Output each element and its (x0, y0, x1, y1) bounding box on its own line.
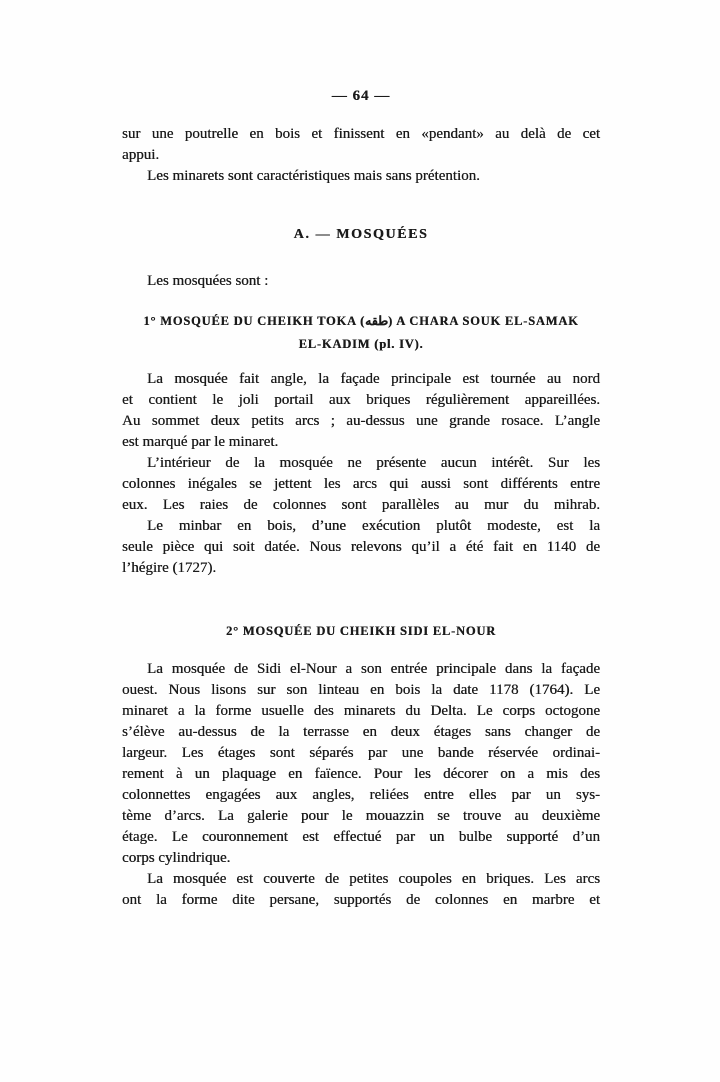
page-content (122, 124, 600, 911)
section-heading: A. — MOSQUÉES (293, 227, 429, 242)
text-line: ont la forme dite persane, supportés de colonnes en marbre et (122, 892, 600, 908)
paragraph (122, 453, 600, 516)
text-line: s’élève au-dessus de la terrasse en deux étages sans changer de (122, 724, 600, 740)
text-line: 1° MOSQUÉE DU CHEIKH TOKA (طقه) A CHARA SOUK EL-SAMAK (143, 314, 579, 328)
text-line: Le minbar en bois, d’une exécution plutôt modeste, est la (147, 518, 600, 534)
text-line: colonnettes engagées aux angles, reliées entre elles par un sys- (122, 787, 600, 803)
text-line: La mosquée est couverte de petites coupoles en briques. Les arcs (147, 871, 600, 887)
text-line: Au sommet deux petits arcs ; au-dessus une grande rosace. L’angle (122, 413, 600, 429)
mosque-subheading (122, 620, 600, 643)
mosque-subheading (122, 310, 600, 356)
text-line: tème d’arcs. La galerie pour le mouazzin se trouve au deuxième (122, 808, 600, 824)
text-line: Les mosquées sont : (147, 273, 269, 289)
text-line: et contient le joli portail aux briques régulièrement appareillées. (122, 392, 600, 408)
page-number: — 64 — (331, 88, 391, 104)
text-line: l’hégire (1727). (122, 560, 217, 576)
text-line: largeur. Les étages sont séparés par une bande réservée ordinai- (122, 745, 600, 761)
text-line: appui. (122, 147, 160, 163)
text-line: ouest. Nous lisons sur son linteau en bois la date 1178 (1764). Le (122, 682, 600, 698)
paragraph (122, 659, 600, 869)
paragraph (122, 166, 600, 187)
paragraph (122, 369, 600, 453)
paragraph (122, 124, 600, 166)
text-line: EL-KADIM (pl. IV). (298, 337, 424, 351)
text-line: 2° MOSQUÉE DU CHEIKH SIDI EL-NOUR (226, 624, 496, 638)
paragraph (122, 869, 600, 911)
text-column (122, 86, 600, 911)
text-line: La mosquée de Sidi el-Nour a son entrée principale dans la façade (147, 661, 600, 677)
text-line: est marqué par le minaret. (122, 434, 279, 450)
text-line: colonnes inégales se jettent les arcs qui aussi sont différents entre (122, 476, 600, 492)
text-line: eux. Les raies de colonnes sont parallèles au mur du mihrab. (122, 497, 600, 513)
paragraph (122, 516, 600, 579)
text-line: La mosquée fait angle, la façade principale est tournée au nord (147, 371, 600, 387)
text-line: Les minarets sont caractéristiques mais sans prétention. (147, 168, 480, 184)
text-line: corps cylindrique. (122, 850, 231, 866)
text-line: minaret a la forme usuelle des minarets du Delta. Le corps octogone (122, 703, 600, 719)
text-line: L’intérieur de la mosquée ne présente aucun intérêt. Sur les (147, 455, 600, 471)
text-line: sur une poutrelle en bois et finissent en «pendant» au delà de cet (122, 126, 600, 142)
text-line: rement à un plaquage en faïence. Pour les décorer on a mis des (122, 766, 600, 782)
text-line: étage. Le couronnement est effectué par un bulbe supporté d’un (122, 829, 600, 845)
paragraph (122, 271, 600, 292)
text-line: seule pièce qui soit datée. Nous relevons qu’il a été fait en 1140 de (122, 539, 600, 555)
